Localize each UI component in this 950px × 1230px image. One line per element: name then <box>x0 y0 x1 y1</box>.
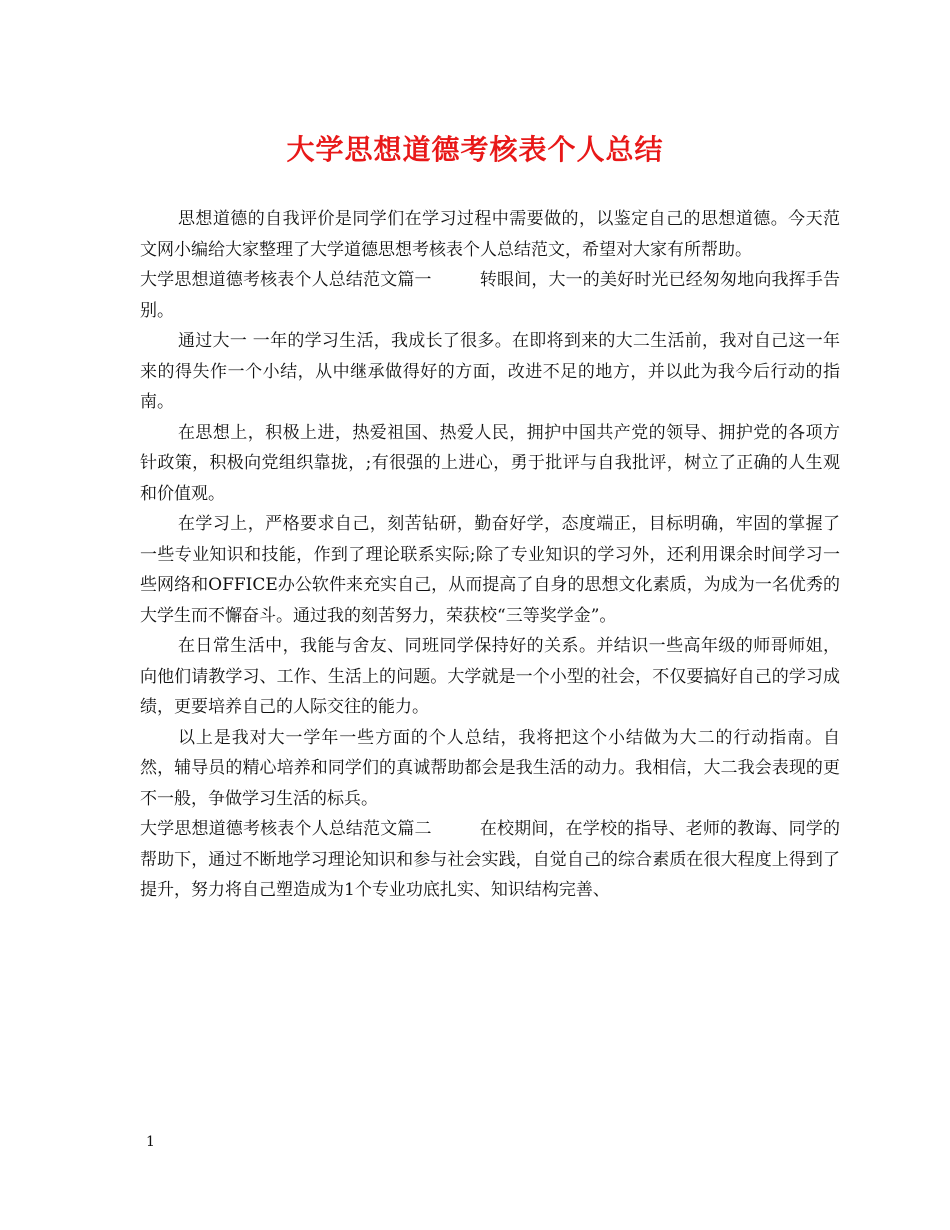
paragraph-conclusion: 以上是我对大一学年一些方面的个人总结，我将把这个小结做为大二的行动指南。自然，辅导员的精心培养和同学们的真诚帮助都会是我生活的动力。我相信，大二我会表现的更不一般，争做学习生活的标兵。 <box>140 727 840 809</box>
section1-heading: 大学思想道德考核表个人总结范文篇一 <box>140 270 432 290</box>
paragraph-ideology: 在思想上，积极上进，热爱祖国、热爱人民，拥护中国共产党的领导、拥护党的各项方针政策，积极向党组织靠拢，;有很强的上进心，勇于批评与自我批评，树立了正确的人生观和价值观。 <box>140 422 840 504</box>
section1-paragraph <box>140 265 840 326</box>
section2-heading: 大学思想道德考核表个人总结范文篇二 <box>140 819 432 839</box>
intro-paragraph: 思想道德的自我评价是同学们在学习过程中需要做的，以鉴定自己的思想道德。今天范文网小编给大家整理了大学道德思想考核表个人总结范文，希望对大家有所帮助。 <box>140 209 840 260</box>
paragraph-daily-life: 在日常生活中，我能与舍友、同班同学保持好的关系。并结识一些高年级的师哥师姐，向他们请教学习、工作、生活上的问题。大学就是一个小型的社会，不仅要搞好自己的学习成绩，更要培养自己的人际交往的能力。 <box>140 636 840 717</box>
document-body <box>140 204 840 906</box>
paragraph-growth: 通过大一 一年的学习生活，我成长了很多。在即将到来的大二生活前，我对自己这一年来的得失作一个小结，从中继承做得好的方面，改进不足的地方，并以此为我今后行动的指南。 <box>140 331 840 412</box>
section2-paragraph <box>140 814 840 906</box>
document-title: 大学思想道德考核表个人总结 <box>286 133 664 166</box>
paragraph-study: 在学习上，严格要求自己，刻苦钻研，勤奋好学，态度端正，目标明确，牢固的掌握了一些专业知识和技能，作到了理论联系实际;除了专业知识的学习外，还利用课余时间学习一些网络和OFFICE办公软件来充实自己，从而提高了自身的思想文化素质，为成为一名优秀的大学生而不懈奋斗。通过我的刻苦努力，荣获校“三等奖学金”。 <box>140 514 840 626</box>
section1-lead: 转眼间，大一的美好时光已经匆匆地向我挥手告别。 <box>140 270 841 321</box>
section2-lead: 在校期间，在学校的指导、老师的教诲、同学的帮助下，通过不断地学习理论知识和参与社会实践，自觉自己的综合素质在很大程度上得到了提升，努力将自己塑造成为1个专业功底扎实、知识结构完善、 <box>140 819 841 900</box>
page-number: 1 <box>146 1134 155 1150</box>
